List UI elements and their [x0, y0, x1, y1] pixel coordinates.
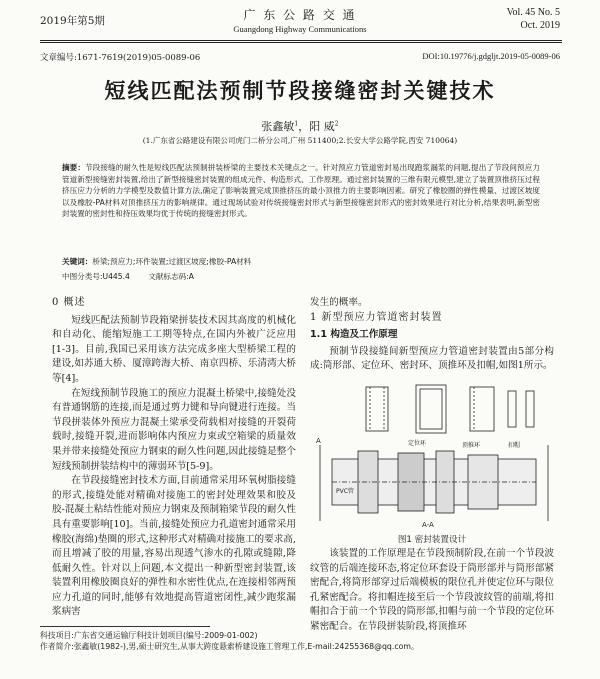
author-1-affil: 1 [294, 120, 299, 128]
ring-top-view [416, 385, 446, 433]
issue-date: Oct. 2019 [520, 20, 560, 31]
doi: DOI:10.19776/j.gdgljt.2019-05-0089-06 [422, 51, 560, 61]
journal-title-cn: 广 东 公 路 交 通 [243, 8, 357, 22]
clc-number: 中图分类号:U445.4 [62, 272, 130, 281]
abstract-label: 摘要： [62, 163, 86, 172]
document-code: 文献标志码:A [148, 272, 194, 281]
volume-number: Vol. 45 No. 5 [506, 7, 560, 18]
figure-label-push-ring: 顶推环 [462, 442, 481, 449]
right-column-continued [310, 547, 554, 635]
article-id: 文章编号:1671-7619(2019)05-0089-06 [40, 53, 201, 63]
keywords-text: 桥梁;预应力;环件装置;过渡区坡度;橡胶-PA材料 [92, 257, 252, 266]
funding-note: 科技项目:广东省交通运输厅科技计划项目(编号:2009-01-002) [40, 631, 258, 640]
footnote-rule [40, 626, 210, 627]
header-rule-thin [40, 42, 562, 43]
figure-label-section: A-A [422, 521, 434, 529]
keywords-label: 关键词： [62, 257, 93, 266]
figure-label-ring: 定位环 [408, 440, 427, 447]
subsection-heading: 1.1 构造及工作原理 [310, 329, 398, 341]
paragraph: 短线匹配法预制节段箱梁拼装技术因其高度的机械化和自动化、能缩短施工工期等特点,在国内外被广泛应用[1-3]。目前,我国已采用该方法完成多座大型桥梁工程的建设,如苏通大桥、厦漳跨海大桥、南京四桥、乐清湾大桥等[4]。 [52, 314, 296, 384]
section-heading-overview: 0 概述 [52, 297, 86, 308]
paragraph: 在节段接缝密封技术方面,目前通常采用环氧树脂接缝的形式,接缝处能对精确对接施工的密封处理效果和胶及胶-混凝土粘结性能对预应力钢束及预制箱梁节段的耐久性具有重要影响[10]。当前,接缝处预应力孔道密封通常采用橡胶(海绵)垫圈的形式,这种形式对精确对接施工的要求高,而且增减了胶的用量,容易出现透气渗水的孔隙或缝隙,降低耐久性。针对以上问题,本文提出一种新型密封装置,该装置利用橡胶圈良好的弹性和水密性优点,在连接相邻两预应力孔道的同时,能够有效地提高管道密闭性,减少跑浆漏浆病害 [52, 475, 296, 618]
issue-label: 2019年第5期 [40, 15, 105, 27]
author-1: 张鑫敏 [261, 120, 295, 133]
figure-label-cap: 扣帽 [508, 442, 521, 449]
figure-label-a: A [316, 437, 321, 445]
author-separator: ， [298, 120, 310, 133]
footnotes [40, 630, 570, 652]
paragraph: 预制节段接缝间新型预应力管道密封装置由5部分构成:筒形部、定位环、密封环、顶推环及扣帽,如图1所示。 [310, 345, 554, 372]
tube-top-view [366, 387, 388, 431]
keywords [62, 256, 540, 267]
affiliation: (1.广东省公路建设有限公司虎门二桥分公司,广州 511400;2.长安大学公路学院,西安 710064) [142, 136, 458, 145]
left-column [52, 296, 296, 620]
paragraph: 发生的概率。 [310, 297, 368, 308]
abstract [62, 162, 540, 220]
author-2-affil: 2 [334, 120, 339, 128]
paragraph: 在短线预制节段施工的预应力混凝土桥梁中,接缝处没有普通钢筋的连接,而是通过剪力键和导向键进行连接。当节段拼装体外预应力混凝土梁承受荷载相对接缝的开裂荷载时,接缝开裂,进而影响体内预应力束或空箱梁的质量效果并带来接缝处预应力钢束的耐久性问题,因此接缝是整个短线预制拼装结构中的薄弱环节[5-9]。 [52, 387, 296, 472]
volume-info [507, 6, 560, 32]
sealing-device-figure [312, 381, 556, 532]
authors [0, 118, 600, 134]
classification [62, 271, 540, 282]
paper-title: 短线匹配法预制节段接缝密封关键技术 [104, 79, 496, 103]
section-heading-device: 1 新型预应力管道密封装置 [310, 311, 443, 323]
author-bio: 作者简介:张鑫敏(1982-),男,硕士研究生,从事大跨度悬索桥建设施工管理工作,E-mail:24255368@qq.com。 [40, 642, 419, 651]
figure-caption: 图1 密封装置设计 [397, 535, 467, 545]
right-column [310, 296, 554, 374]
header-rule [40, 40, 562, 41]
abstract-text: 节段接缝的耐久性是短线匹配法预制拼装桥梁的主要技术关键点之一。针对预应力管道密封易出现跑浆漏浆的问题,提出了节段间预应力管道新型接缝密封装置,给出了新型接缝密封装置的组成元件、构造形式、工作原理。通过密封装置的三维有限元模型,建立了装置顶推挤压过程挤压应力分析的力学模型及数值计算方法,确定了影响装置完成顶推挤压的最小顶推力的主要影响因素。研究了橡胶圈的弹性模量、过渡区坡度以及橡胶-PA材料对顶推挤压力的影响规律。通过现场试验对传统接缝密封形式与新型接缝密封形式的密封效果进行对比分析,结果表明,新型密封装置的密封性和持压效果均优于传统的接缝密封形式。 [62, 163, 540, 219]
figure-label-pvc: PVC管 [336, 488, 354, 495]
author-2: 阳 威 [309, 120, 335, 133]
paragraph: 该装置的工作原理是在节段预制阶段,在前一个节段波纹管的后端连接环态,将定位环套设于筒形部并与筒形部紧密配合,将筒形部穿过后端模板的限位孔并使定位环与限位孔紧密配合。将扣帽连接至后一个节段波纹管的前端,将扣帽扣合于前一个节段的筒形部,扣帽与前一个节段的定位环紧密配合。在节段拼装阶段,将顶推环 [310, 548, 554, 632]
journal-title-en: Guangdong Highway Communications [233, 24, 367, 34]
